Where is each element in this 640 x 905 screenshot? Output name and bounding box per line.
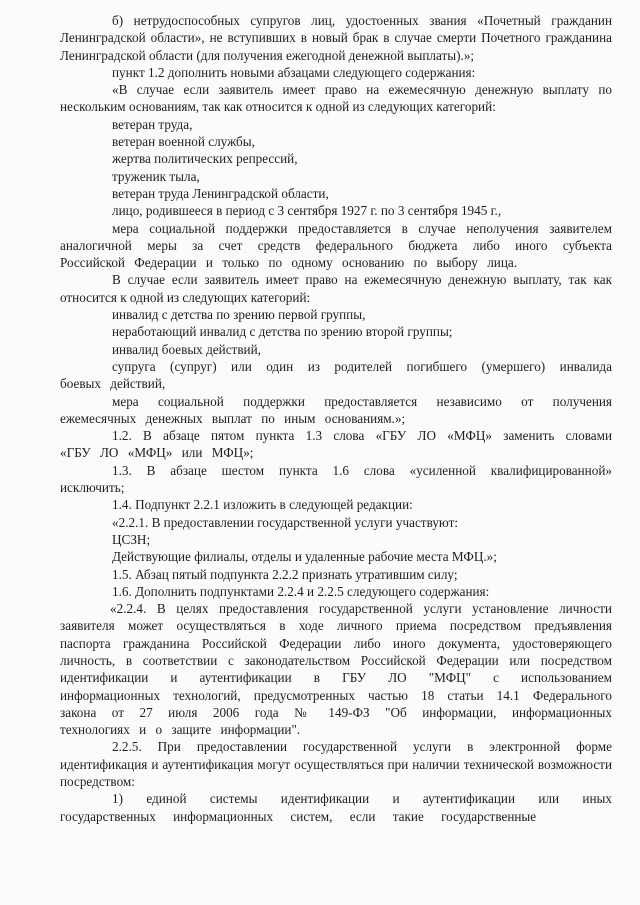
- paragraph: 2.2.5. При предоставлении государственной услуги в электронной форме идентификация и аутентификация могут осуществляться при наличии технической возможности посредством:: [60, 739, 612, 790]
- paragraph: «2.2.1. В предоставлении государственной услуги участвуют:: [112, 514, 459, 530]
- paragraph: 1.5. Абзац пятый подпункта 2.2.2 признать утратившим силу;: [112, 566, 458, 582]
- paragraph: ветеран труда Ленинградской области,: [112, 185, 329, 201]
- paragraph: 1) единой системы идентификации и аутентификации или иных государственных информационных систем, если такие государственные: [60, 791, 612, 824]
- paragraph: лицо, родившееся в период с 3 сентября 1927 г. по 3 сентября 1945 г.,: [112, 203, 502, 219]
- paragraph: ЦСЗН;: [112, 531, 151, 547]
- paragraph: супруга (супруг) или один из родителей погибшего (умершего) инвалида боевых действий,: [60, 358, 612, 392]
- document-body: [60, 12, 612, 825]
- paragraph: ветеран труда,: [112, 116, 193, 132]
- paragraph: жертва политических репрессий,: [112, 151, 298, 167]
- paragraph: «В случае если заявитель имеет право на ежемесячную денежную выплату по нескольким основаниям, так как относится к одной из следующих категорий:: [60, 82, 612, 115]
- paragraph: 1.6. Дополнить подпунктами 2.2.4 и 2.2.5 следующего содержания:: [112, 583, 490, 599]
- paragraph: неработающий инвалид с детства по зрению второй группы;: [112, 324, 453, 340]
- paragraph: труженик тыла,: [112, 168, 200, 184]
- paragraph: «2.2.4. В целях предоставления государственной услуги установление личности заявителя может осуществляться в ходе личного приема посредством предъявления паспорта гражданина Российской Федерации либо иного документа, удостоверяющего личность, в соответствии с законодательством Российской Федерации или посредством идентификации и аутентификации в ГБУ ЛО "МФЦ" с использованием информационных технологий, предусмотренных частью 18 статьи 14.1 Федерального закона от 27 июля 2006 года № 149-ФЗ "Об информации, информационных технологиях и о защите информации".: [60, 601, 612, 738]
- paragraph: В случае если заявитель имеет право на ежемесячную денежную выплату, так как относится к одной из следующих категорий:: [60, 272, 612, 305]
- paragraph: 1.2. В абзаце пятом пункта 1.3 слова «ГБУ ЛО «МФЦ» заменить словами «ГБУ ЛО «МФЦ» или МФЦ»;: [60, 428, 612, 461]
- paragraph: мера социальной поддержки предоставляется независимо от получения ежемесячных денежных выплат по иным основаниям.»;: [60, 393, 612, 426]
- paragraph: б) нетрудоспособных супругов лиц, удостоенных звания «Почетный гражданин Ленинградской области», не вступивших в новый брак в случае смерти Почетного гражданина Ленинградской области (для получения ежегодной денежной выплаты).»;: [60, 13, 612, 63]
- paragraph: 1.3. В абзаце шестом пункта 1.6 слова «усиленной квалифицированной» исключить;: [60, 462, 612, 496]
- paragraph: Действующие филиалы, отделы и удаленные рабочие места МФЦ.»;: [112, 549, 497, 565]
- paragraph: ветеран военной службы,: [112, 134, 255, 150]
- paragraph: мера социальной поддержки предоставляется в случае неполучения заявителем аналогичной меры за счет средств федерального бюджета либо иного субъекта Российской Федерации и только по одному основанию по выбору лица.: [60, 220, 612, 271]
- paragraph: инвалид боевых действий,: [112, 341, 261, 357]
- paragraph: 1.4. Подпункт 2.2.1 изложить в следующей редакции:: [112, 497, 413, 513]
- paragraph: пункт 1.2 дополнить новыми абзацами следующего содержания:: [112, 64, 476, 80]
- paragraph: инвалид с детства по зрению первой группы,: [112, 307, 366, 323]
